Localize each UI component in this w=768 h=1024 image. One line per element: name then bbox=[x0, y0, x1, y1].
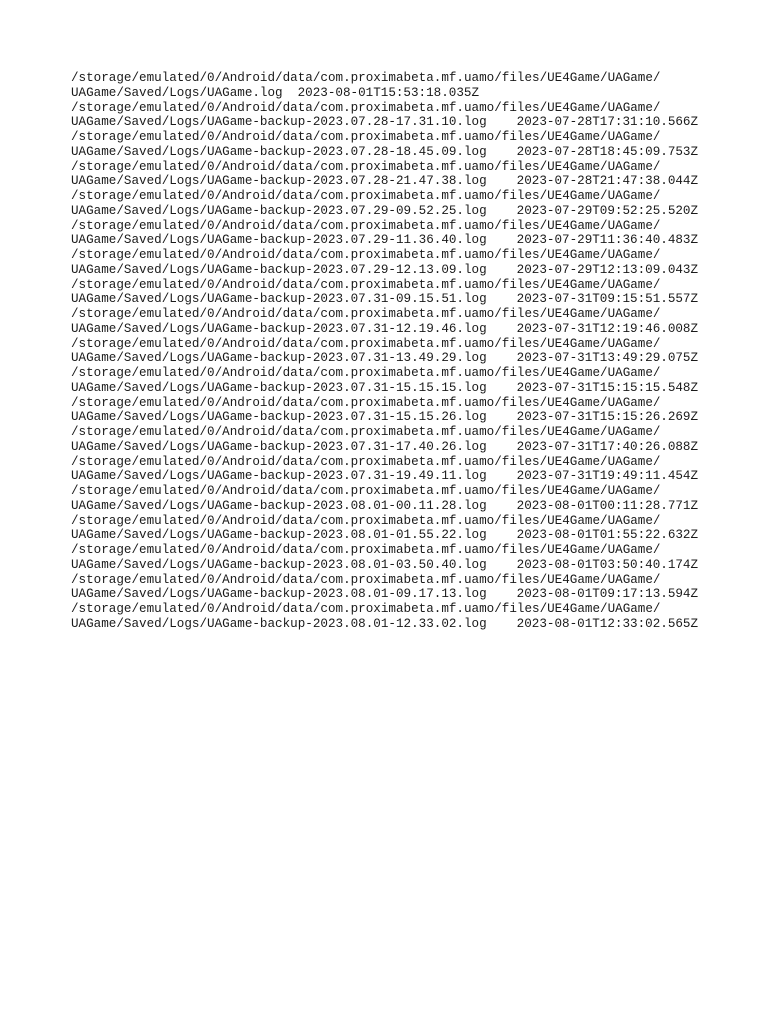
entry-timestamp: 2023-07-29T11:36:40.483Z bbox=[516, 233, 699, 248]
entry-directory-line bbox=[71, 602, 698, 617]
entry-directory-line bbox=[71, 160, 698, 175]
log-file-list bbox=[71, 71, 698, 632]
entry-filename: UAGame/Saved/Logs/UAGame-backup-2023.07.31-15.15.15.log bbox=[71, 380, 487, 395]
entry-timestamp: 2023-07-28T18:45:09.753Z bbox=[516, 144, 699, 159]
entry-filename: UAGame/Saved/Logs/UAGame-backup-2023.08.01-09.17.13.log bbox=[71, 587, 487, 602]
log-entry bbox=[71, 455, 698, 485]
entry-file-line bbox=[71, 174, 698, 189]
entry-directory-line bbox=[71, 219, 698, 234]
entry-file-line bbox=[71, 263, 698, 278]
log-entry bbox=[71, 248, 698, 278]
entry-directory-line bbox=[71, 248, 698, 263]
entry-directory: /storage/emulated/0/Android/data/com.proximabeta.mf.uamo/files/UE4Game/UAGame/ bbox=[71, 189, 661, 203]
entry-timestamp: 2023-08-01T15:53:18.035Z bbox=[297, 85, 480, 100]
entry-timestamp: 2023-07-28T17:31:10.566Z bbox=[516, 115, 699, 130]
entry-file-line bbox=[71, 204, 698, 219]
entry-file-line bbox=[71, 322, 698, 337]
entry-directory-line bbox=[71, 307, 698, 322]
entry-directory: /storage/emulated/0/Android/data/com.proximabeta.mf.uamo/files/UE4Game/UAGame/ bbox=[71, 218, 661, 233]
entry-directory: /storage/emulated/0/Android/data/com.proximabeta.mf.uamo/files/UE4Game/UAGame/ bbox=[71, 71, 661, 85]
log-entry bbox=[71, 130, 698, 160]
entry-directory-line bbox=[71, 101, 698, 116]
entry-directory: /storage/emulated/0/Android/data/com.proximabeta.mf.uamo/files/UE4Game/UAGame/ bbox=[71, 513, 661, 528]
entry-filename: UAGame/Saved/Logs/UAGame-backup-2023.07.28-21.47.38.log bbox=[71, 174, 487, 189]
entry-timestamp: 2023-07-31T13:49:29.075Z bbox=[516, 351, 699, 366]
entry-filename: UAGame/Saved/Logs/UAGame-backup-2023.07.28-17.31.10.log bbox=[71, 115, 487, 130]
entry-directory-line bbox=[71, 130, 698, 145]
entry-filename: UAGame/Saved/Logs/UAGame-backup-2023.08.01-03.50.40.log bbox=[71, 557, 487, 572]
entry-file-line bbox=[71, 617, 698, 632]
log-entry bbox=[71, 337, 698, 367]
entry-timestamp: 2023-07-29T12:13:09.043Z bbox=[516, 262, 699, 277]
entry-timestamp: 2023-07-31T15:15:26.269Z bbox=[516, 410, 699, 425]
entry-directory: /storage/emulated/0/Android/data/com.proximabeta.mf.uamo/files/UE4Game/UAGame/ bbox=[71, 100, 661, 115]
entry-file-line bbox=[71, 528, 698, 543]
log-entry bbox=[71, 514, 698, 544]
entry-filename: UAGame/Saved/Logs/UAGame-backup-2023.08.01-00.11.28.log bbox=[71, 498, 487, 513]
entry-directory-line bbox=[71, 543, 698, 558]
log-entry bbox=[71, 543, 698, 573]
entry-directory: /storage/emulated/0/Android/data/com.proximabeta.mf.uamo/files/UE4Game/UAGame/ bbox=[71, 130, 661, 144]
entry-directory-line bbox=[71, 396, 698, 411]
entry-directory: /storage/emulated/0/Android/data/com.proximabeta.mf.uamo/files/UE4Game/UAGame/ bbox=[71, 602, 661, 616]
entry-timestamp: 2023-07-28T21:47:38.044Z bbox=[516, 174, 699, 189]
log-entry bbox=[71, 307, 698, 337]
entry-directory: /storage/emulated/0/Android/data/com.proximabeta.mf.uamo/files/UE4Game/UAGame/ bbox=[71, 248, 661, 262]
entry-timestamp: 2023-07-31T19:49:11.454Z bbox=[516, 469, 699, 484]
entry-filename: UAGame/Saved/Logs/UAGame-backup-2023.07.31-13.49.29.log bbox=[71, 351, 487, 366]
entry-file-line bbox=[71, 440, 698, 455]
entry-timestamp: 2023-08-01T12:33:02.565Z bbox=[516, 616, 699, 631]
entry-file-line bbox=[71, 381, 698, 396]
entry-directory-line bbox=[71, 455, 698, 470]
entry-file-line bbox=[71, 558, 698, 573]
entry-filename: UAGame/Saved/Logs/UAGame-backup-2023.07.29-11.36.40.log bbox=[71, 233, 487, 248]
entry-filename: UAGame/Saved/Logs/UAGame.log bbox=[71, 85, 283, 100]
entry-directory-line bbox=[71, 366, 698, 381]
entry-timestamp: 2023-07-29T09:52:25.520Z bbox=[516, 203, 699, 218]
entry-file-line bbox=[71, 115, 698, 130]
entry-file-line bbox=[71, 145, 698, 160]
entry-file-line bbox=[71, 587, 698, 602]
entry-file-line bbox=[71, 292, 698, 307]
entry-directory: /storage/emulated/0/Android/data/com.proximabeta.mf.uamo/files/UE4Game/UAGame/ bbox=[71, 454, 661, 469]
entry-timestamp: 2023-07-31T09:15:51.557Z bbox=[516, 292, 699, 307]
entry-timestamp: 2023-08-01T03:50:40.174Z bbox=[516, 557, 699, 572]
log-entry bbox=[71, 396, 698, 426]
entry-directory: /storage/emulated/0/Android/data/com.proximabeta.mf.uamo/files/UE4Game/UAGame/ bbox=[71, 572, 661, 587]
entry-directory: /storage/emulated/0/Android/data/com.proximabeta.mf.uamo/files/UE4Game/UAGame/ bbox=[71, 484, 661, 498]
entry-filename: UAGame/Saved/Logs/UAGame-backup-2023.07.31-15.15.26.log bbox=[71, 410, 487, 425]
log-entry bbox=[71, 484, 698, 514]
log-entry bbox=[71, 278, 698, 308]
entry-timestamp: 2023-07-31T15:15:15.548Z bbox=[516, 380, 699, 395]
entry-directory-line bbox=[71, 71, 698, 86]
entry-filename: UAGame/Saved/Logs/UAGame-backup-2023.07.31-09.15.51.log bbox=[71, 292, 487, 307]
entry-directory: /storage/emulated/0/Android/data/com.proximabeta.mf.uamo/files/UE4Game/UAGame/ bbox=[71, 159, 661, 174]
entry-file-line bbox=[71, 351, 698, 366]
entry-directory: /storage/emulated/0/Android/data/com.proximabeta.mf.uamo/files/UE4Game/UAGame/ bbox=[71, 366, 661, 380]
entry-timestamp: 2023-08-01T09:17:13.594Z bbox=[516, 587, 699, 602]
entry-directory-line bbox=[71, 573, 698, 588]
entry-directory: /storage/emulated/0/Android/data/com.proximabeta.mf.uamo/files/UE4Game/UAGame/ bbox=[71, 336, 661, 351]
entry-filename: UAGame/Saved/Logs/UAGame-backup-2023.07.28-18.45.09.log bbox=[71, 144, 487, 159]
entry-directory-line bbox=[71, 337, 698, 352]
entry-directory: /storage/emulated/0/Android/data/com.proximabeta.mf.uamo/files/UE4Game/UAGame/ bbox=[71, 425, 661, 439]
entry-filename: UAGame/Saved/Logs/UAGame-backup-2023.07.31-12.19.46.log bbox=[71, 321, 487, 336]
entry-timestamp: 2023-08-01T01:55:22.632Z bbox=[516, 528, 699, 543]
entry-filename: UAGame/Saved/Logs/UAGame-backup-2023.08.01-01.55.22.log bbox=[71, 528, 487, 543]
entry-file-line bbox=[71, 469, 698, 484]
log-entry bbox=[71, 71, 698, 101]
log-entry bbox=[71, 573, 698, 603]
entry-timestamp: 2023-08-01T00:11:28.771Z bbox=[516, 498, 699, 513]
entry-filename: UAGame/Saved/Logs/UAGame-backup-2023.07.29-09.52.25.log bbox=[71, 203, 487, 218]
entry-directory-line bbox=[71, 484, 698, 499]
entry-directory-line bbox=[71, 425, 698, 440]
entry-file-line bbox=[71, 499, 698, 514]
log-entry bbox=[71, 425, 698, 455]
entry-directory: /storage/emulated/0/Android/data/com.proximabeta.mf.uamo/files/UE4Game/UAGame/ bbox=[71, 395, 661, 410]
entry-file-line bbox=[71, 410, 698, 425]
entry-timestamp: 2023-07-31T12:19:46.008Z bbox=[516, 321, 699, 336]
log-entry bbox=[71, 219, 698, 249]
log-entry bbox=[71, 602, 698, 632]
entry-filename: UAGame/Saved/Logs/UAGame-backup-2023.07.31-17.40.26.log bbox=[71, 439, 487, 454]
entry-timestamp: 2023-07-31T17:40:26.088Z bbox=[516, 439, 699, 454]
entry-directory-line bbox=[71, 514, 698, 529]
entry-filename: UAGame/Saved/Logs/UAGame-backup-2023.07.29-12.13.09.log bbox=[71, 262, 487, 277]
entry-directory: /storage/emulated/0/Android/data/com.proximabeta.mf.uamo/files/UE4Game/UAGame/ bbox=[71, 277, 661, 292]
entry-directory: /storage/emulated/0/Android/data/com.proximabeta.mf.uamo/files/UE4Game/UAGame/ bbox=[71, 543, 661, 557]
log-entry bbox=[71, 189, 698, 219]
entry-file-line bbox=[71, 233, 698, 248]
entry-directory-line bbox=[71, 189, 698, 204]
entry-directory-line bbox=[71, 278, 698, 293]
log-entry bbox=[71, 366, 698, 396]
entry-filename: UAGame/Saved/Logs/UAGame-backup-2023.07.31-19.49.11.log bbox=[71, 469, 487, 484]
entry-filename: UAGame/Saved/Logs/UAGame-backup-2023.08.01-12.33.02.log bbox=[71, 616, 487, 631]
log-entry bbox=[71, 160, 698, 190]
entry-file-line bbox=[71, 86, 698, 101]
log-entry bbox=[71, 101, 698, 131]
entry-directory: /storage/emulated/0/Android/data/com.proximabeta.mf.uamo/files/UE4Game/UAGame/ bbox=[71, 307, 661, 321]
